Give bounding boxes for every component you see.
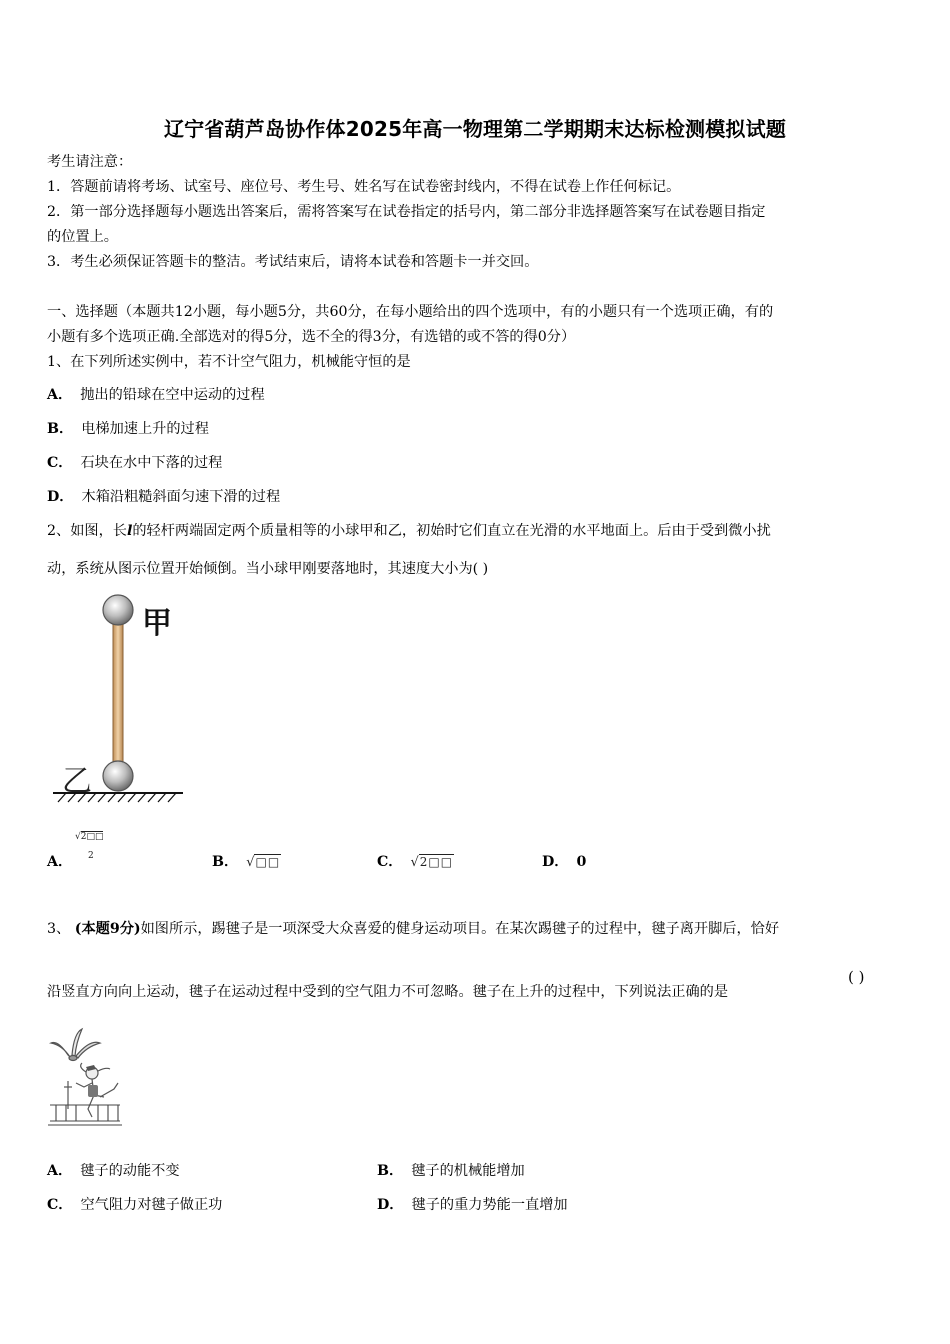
answer-parentheses: ( ) [848,968,865,986]
q1-option-c: C． 石块在水中下落的过程 [47,455,223,471]
rod [113,612,123,772]
option-a-denominator: 2 [88,851,94,861]
q3-option-b: B． 毽子的机械能增加 [377,1163,525,1179]
question-2-stem: 2、如图，长l的轻杆两端固定两个质量相等的小球甲和乙，初始时它们直立在光滑的水平地面上。后由于受到微小扰 [47,523,771,539]
option-a-numerator: √2□□ [75,832,104,842]
notice-item: 的位置上。 [47,229,118,245]
q1-option-a: A． 抛出的铅球在空中运动的过程 [47,387,265,403]
notice-item: 1．答题前请将考场、试室号、座位号、考生号、姓名写在试卷密封线内，不得在试卷上作任何标记。 [47,179,681,195]
notice-heading: 考生请注意： [47,154,133,170]
question-1-stem: 1、在下列所述实例中，若不计空气阻力，机械能守恒的是 [47,354,411,370]
q3-option-a: A． 毽子的动能不变 [47,1163,180,1179]
notice-item: 3．考生必须保证答题卡的整洁。考试结束后，请将本试卷和答题卡一并交回。 [47,254,539,270]
ball-top [103,595,133,625]
q2-option-b: B． √□□ [212,854,281,870]
q2-option-a: A． [47,854,73,870]
q3-option-d: D． 毽子的重力势能一直增加 [377,1197,568,1213]
q1-option-b: B． 电梯加速上升的过程 [47,421,209,437]
ball-bottom [103,761,133,791]
q2-option-c: C． √2□□ [377,854,454,870]
label-yi: 乙 [62,764,92,799]
q2-option-d: D． 0 [542,854,587,870]
question-3-stem: 3、 (本题9分)如图所示，踢毽子是一项深受大众喜爱的健身运动项目。在某次踢毽子的过程中，毽子离开脚后，恰好 [47,921,780,937]
notice-item: 2．第一部分选择题每小题选出答案后，需将答案写在试卷指定的括号内，第二部分非选择题答案写在试卷题目指定 [47,204,766,220]
section-instructions: 一、选择题（本题共12小题，每小题5分，共60分，在每小题给出的四个选项中，有的小题只有一个选项正确，有的 [47,304,774,320]
q3-option-c: C． 空气阻力对毽子做正功 [47,1197,223,1213]
section-instructions: 小题有多个选项正确.全部选对的得5分，选不全的得3分，有选错的或不答的得0分） [47,329,576,345]
question-2-stem-line2: 动，系统从图示位置开始倾倒。当小球甲刚要落地时，其速度大小为( ) [47,561,489,577]
q1-option-d: D． 木箱沿粗糙斜面匀速下滑的过程 [47,489,281,505]
label-jia: 甲 [142,606,172,641]
page-title: 辽宁省葫芦岛协作体2025年高一物理第二学期期末达标检测模拟试题 [163,117,787,141]
shuttlecock-kicking-figure [48,1025,123,1130]
question-3-stem-line2: 沿竖直方向向上运动，毽子在运动过程中受到的空气阻力不可忽略。毽子在上升的过程中，下列说法正确的是 [47,984,729,1000]
